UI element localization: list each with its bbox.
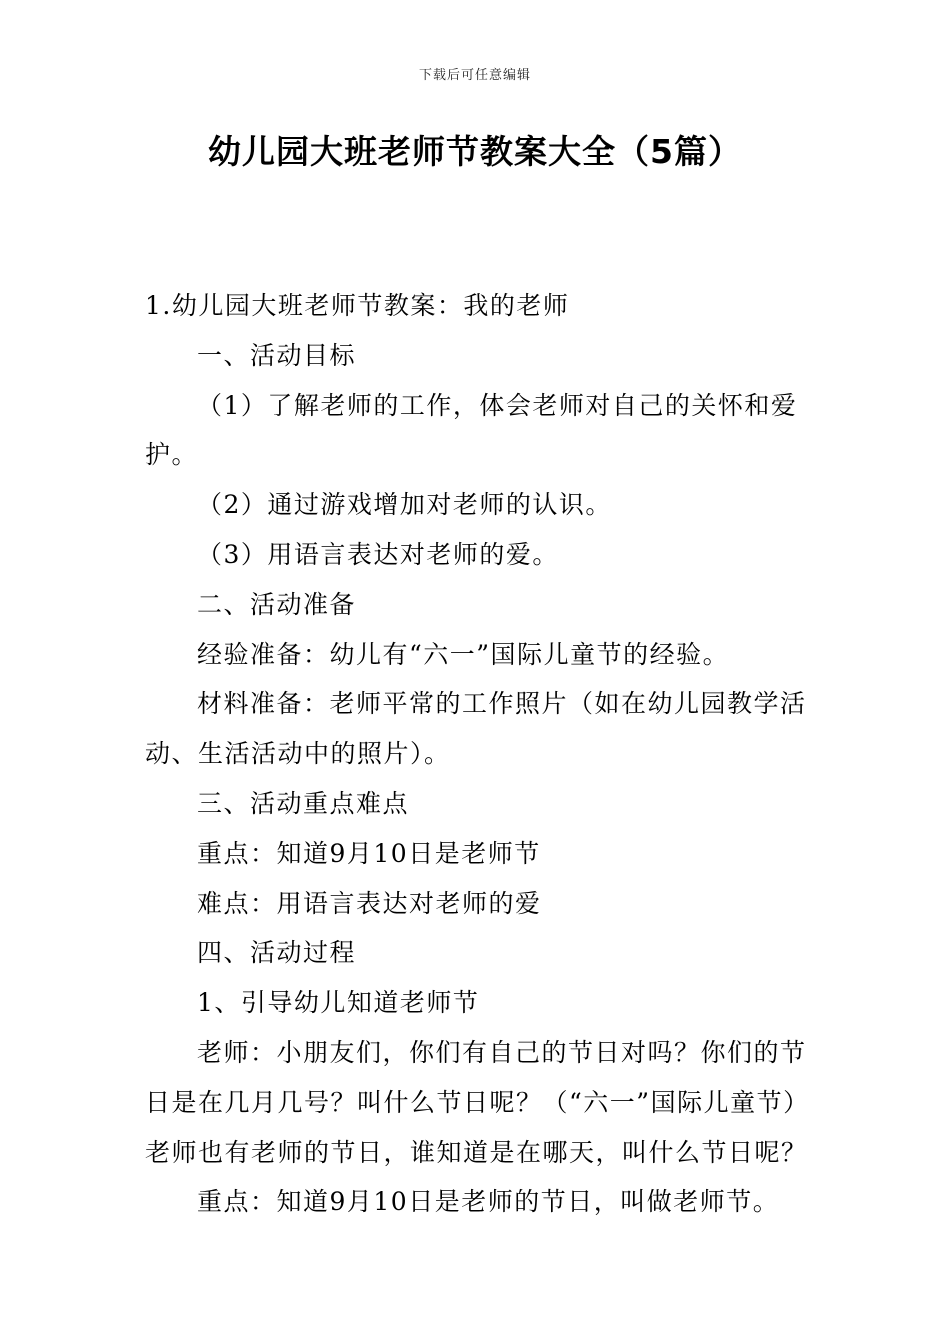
document-title: 幼儿园大班老师节教案大全（5篇） (208, 132, 742, 171)
heading-objectives: 一、活动目标 (197, 340, 357, 370)
header-note: 下载后可任意编辑 (418, 68, 531, 83)
difficulty-point: 难点：用语言表达对老师的爱 (197, 888, 542, 918)
heading-process: 四、活动过程 (197, 938, 357, 968)
heading-preparation: 二、活动准备 (197, 589, 357, 619)
process-step: 1、引导幼儿知道老师节 (197, 988, 480, 1018)
key-point: 重点：知道9月10日是老师节 (197, 838, 541, 868)
document-body (145, 281, 810, 1227)
objective-item: （3）用语言表达对老师的爱。 (197, 539, 559, 569)
heading-key-points: 三、活动重点难点 (197, 788, 410, 818)
preparation-experience: 经验准备：幼儿有“六一”国际儿童节的经验。 (197, 639, 730, 669)
objective-item: （1）了解老师的工作，体会老师对自己的关怀和爱护。 (145, 390, 798, 470)
key-point-summary: 重点：知道9月10日是老师的节日，叫做老师节。 (197, 1187, 780, 1217)
objective-item: （2）通过游戏增加对老师的认识。 (197, 490, 612, 520)
teacher-dialogue: 老师：小朋友们，你们有自己的节日对吗？你们的节日是在几月几号？叫什么节日呢？（“六一”国际儿童节）老师也有老师的节日，谁知道是在哪天，叫什么节日呢？ (145, 1037, 810, 1167)
preparation-materials: 材料准备：老师平常的工作照片（如在幼儿园教学活动、生活活动中的照片）。 (145, 689, 807, 769)
section-heading: 1.幼儿园大班老师节教案：我的老师 (145, 291, 570, 320)
